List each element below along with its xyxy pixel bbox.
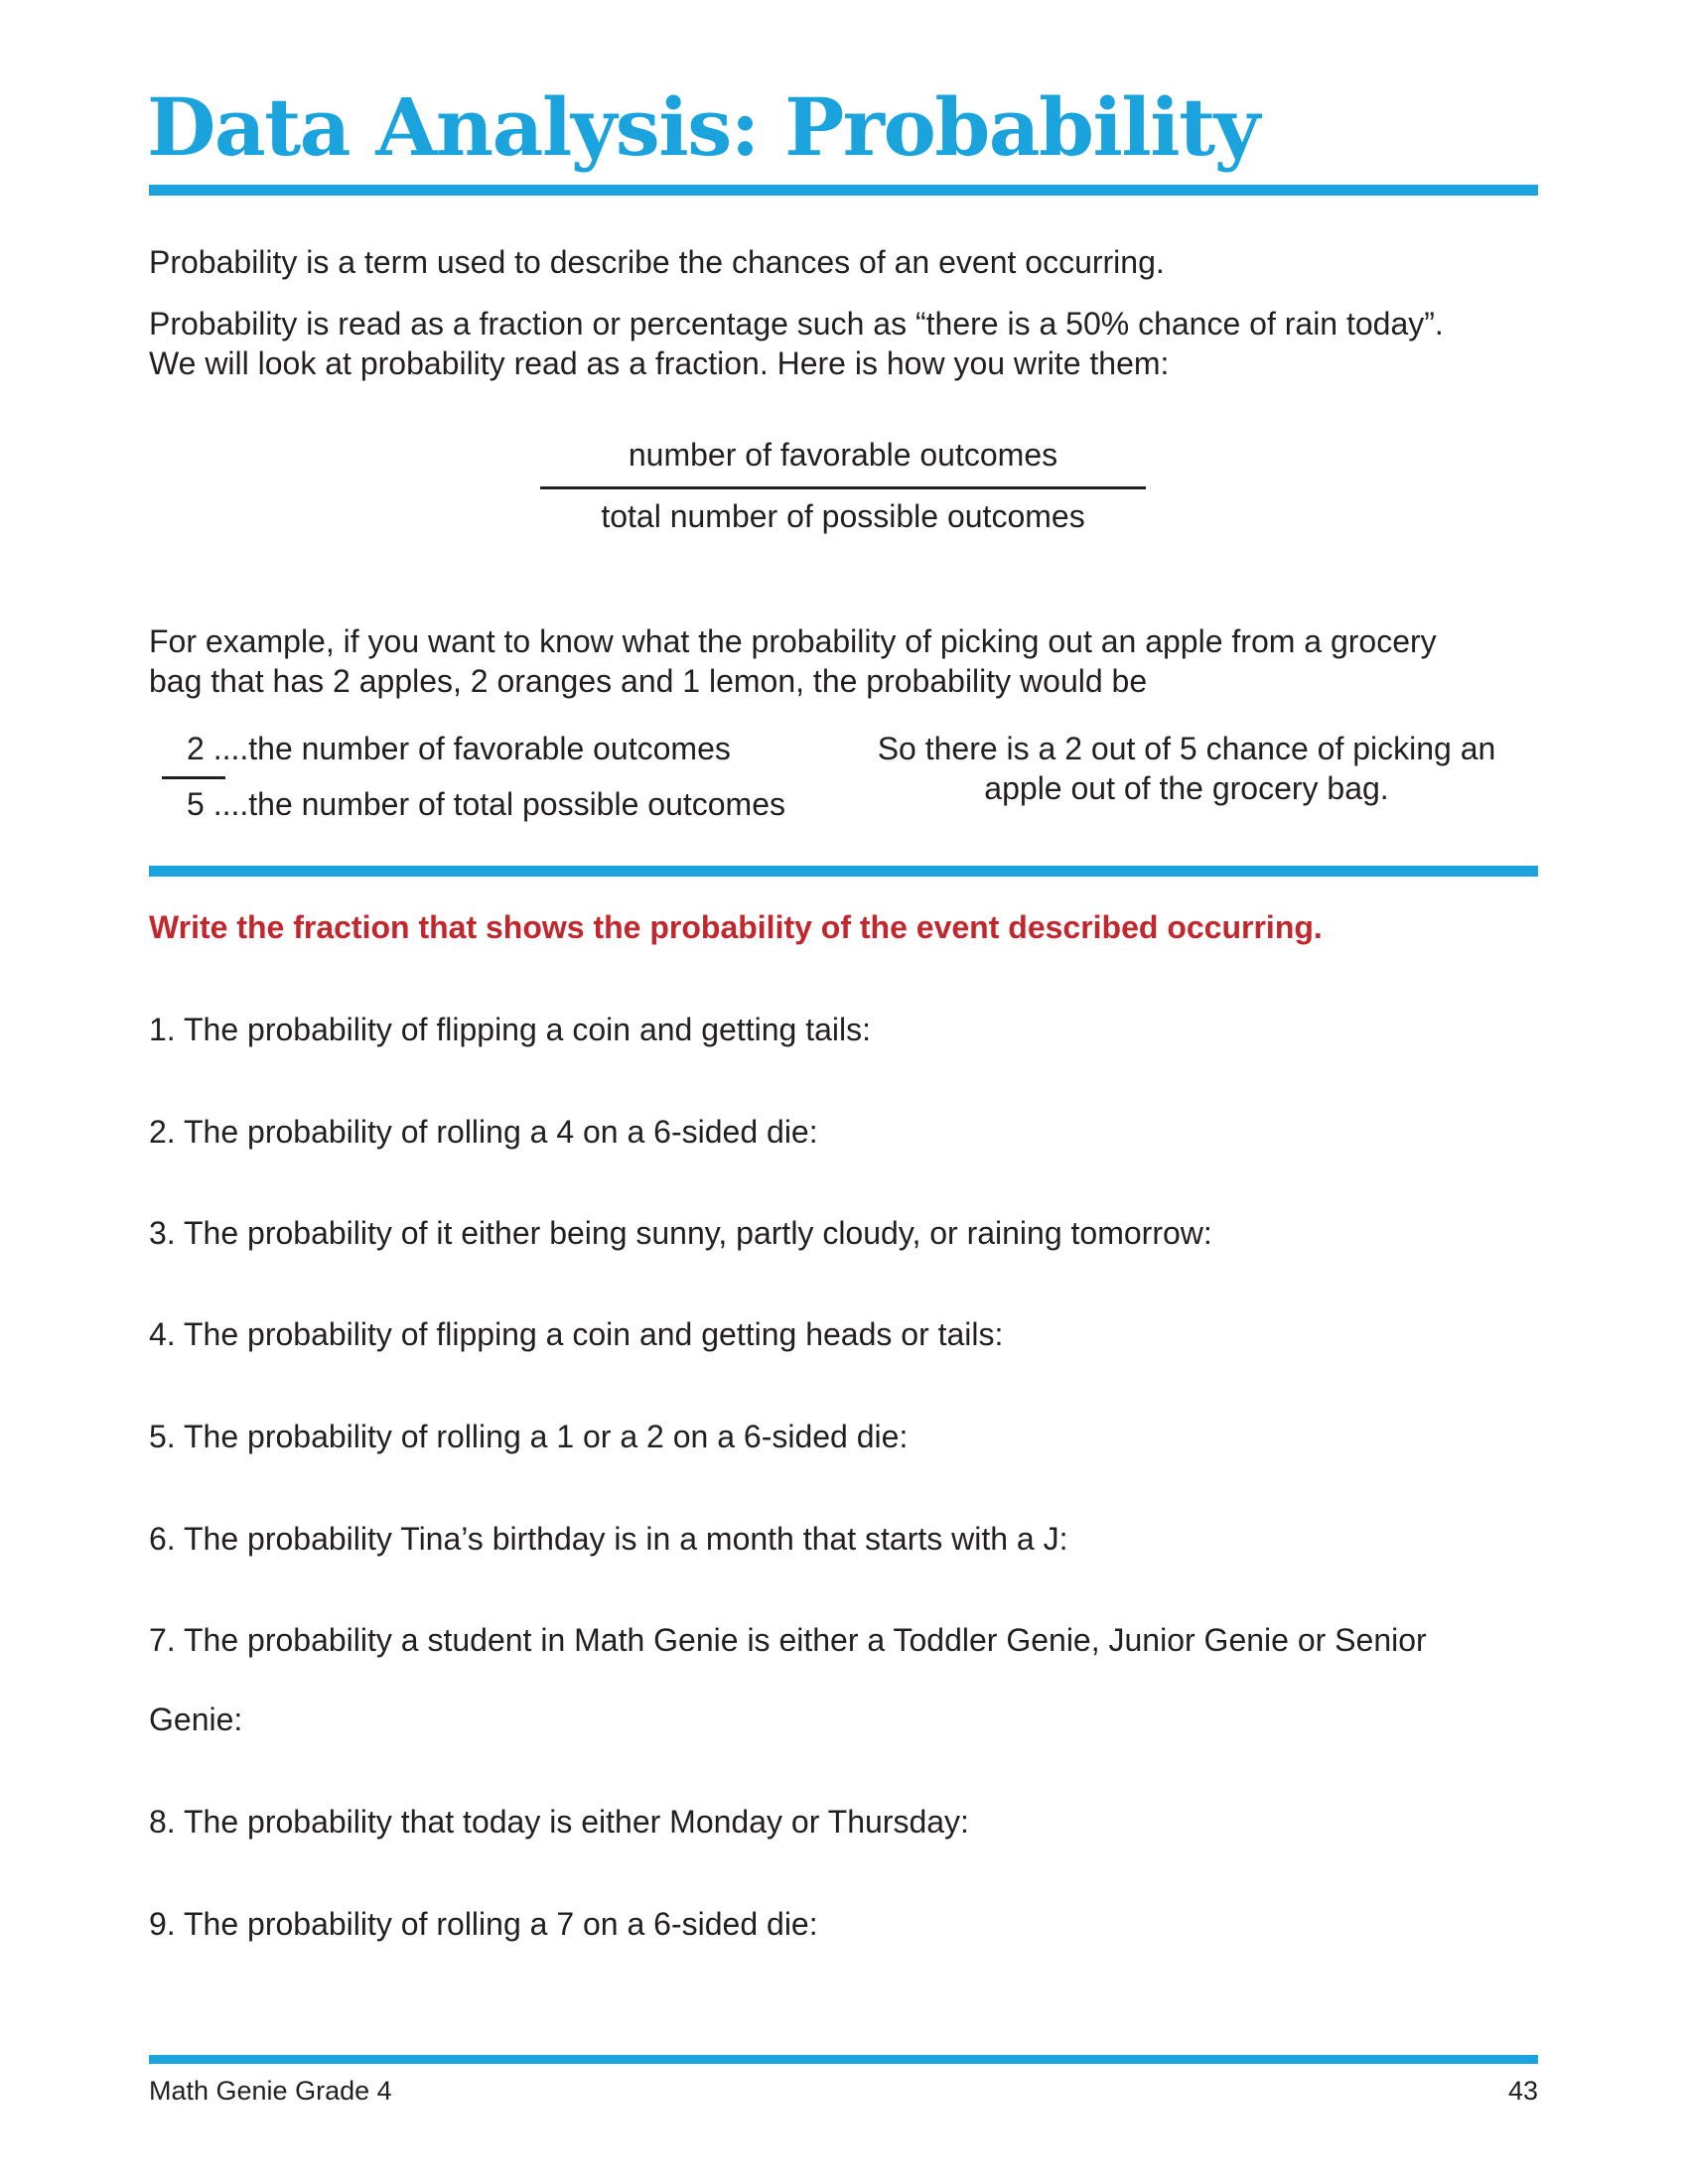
question-3: 3. The probability of it either being sunny, partly cloudy, or raining tomorrow: bbox=[149, 1215, 1212, 1251]
example-line-1: For example, if you want to know what the probability of picking out an apple from a grocery bbox=[149, 623, 1437, 659]
page-number: 43 bbox=[1507, 2076, 1538, 2106]
section-divider bbox=[149, 866, 1538, 877]
example-numerator: 2 ....the number of favorable outcomes bbox=[187, 731, 731, 766]
title-underline bbox=[149, 185, 1538, 196]
example-denominator: 5 ....the number of total possible outcomes bbox=[187, 786, 785, 822]
intro-line-1: Probability is a term used to describe the chances of an event occurring. bbox=[149, 244, 1165, 280]
formula-fraction-bar bbox=[540, 486, 1146, 489]
intro-line-2: Probability is read as a fraction or percentage such as “there is a 50% chance of rain today”. bbox=[149, 306, 1444, 341]
question-7-continued: Genie: bbox=[149, 1702, 243, 1737]
question-6: 6. The probability Tina’s birthday is in a month that starts with a J: bbox=[149, 1521, 1068, 1557]
question-8: 8. The probability that today is either Monday or Thursday: bbox=[149, 1804, 969, 1840]
example-fraction-bar bbox=[162, 776, 225, 779]
formula-numerator: number of favorable outcomes bbox=[628, 437, 1058, 473]
question-1: 1. The probability of flipping a coin and getting tails: bbox=[149, 1012, 871, 1047]
question-7: 7. The probability a student in Math Genie is either a Toddler Genie, Junior Genie or Senior bbox=[149, 1622, 1427, 1658]
intro-line-3: We will look at probability read as a fraction. Here is how you write them: bbox=[149, 345, 1170, 381]
question-4: 4. The probability of flipping a coin and getting heads or tails: bbox=[149, 1316, 1004, 1352]
footer-rule bbox=[149, 2055, 1538, 2064]
example-line-2: bag that has 2 apples, 2 oranges and 1 lemon, the probability would be bbox=[149, 663, 1148, 699]
question-2: 2. The probability of rolling a 4 on a 6-sided die: bbox=[149, 1114, 818, 1150]
question-9: 9. The probability of rolling a 7 on a 6-sided die: bbox=[149, 1906, 818, 1942]
example-conclusion-line-1: So there is a 2 out of 5 chance of picking an bbox=[877, 731, 1496, 766]
question-5: 5. The probability of rolling a 1 or a 2 on a 6-sided die: bbox=[149, 1419, 909, 1454]
exercise-instruction: Write the fraction that shows the probability of the event described occurring. bbox=[149, 909, 1323, 945]
example-conclusion-line-2: apple out of the grocery bag. bbox=[984, 770, 1389, 806]
footer-book-title: Math Genie Grade 4 bbox=[149, 2076, 392, 2106]
formula-denominator: total number of possible outcomes bbox=[601, 498, 1085, 534]
page-title: Data Analysis: Probability bbox=[147, 80, 1259, 174]
